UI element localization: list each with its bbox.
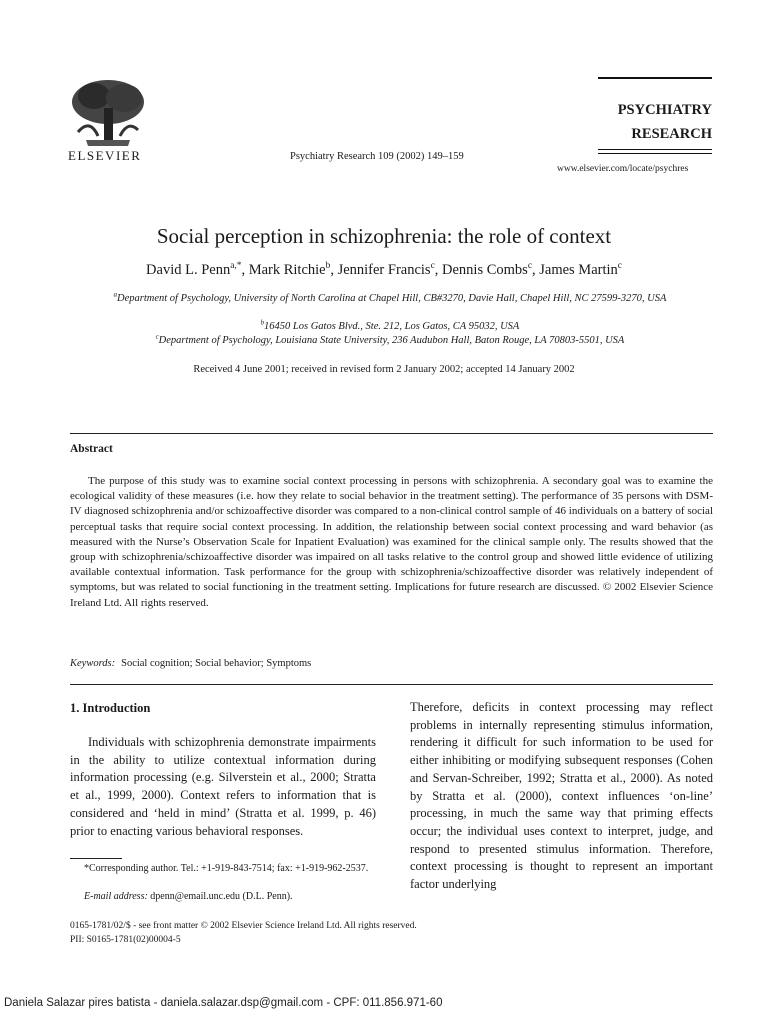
footnote-rule bbox=[70, 858, 122, 859]
journal-title-rules bbox=[598, 149, 712, 157]
affiliation-b: $^b$16450 Los Gatos Blvd., Ste. 212, Los Gatos, CA 95032, USA bbox=[260, 319, 520, 332]
download-watermark: Daniela Salazar pires batista - daniela.salazar.dsp@gmail.com - CPF: 011.856.971-60 bbox=[4, 997, 443, 1009]
abstract-text: The purpose of this study was to examine social context processing in persons with schizophrenia. A secondary goal was to examine the ecological validity of these measures (i.e. how they relate to social behavior in the treatment setting). The performance of 35 persons with DSM-IV diagnosed schizophrenia and/or schizoaffective disorder was compared to a non-clinical control sample of 46 individuals on a battery of social perceptual tasks that require social context processing. In addition, the relationship between social context processing and ward behavior (as measured with the Nurse’s Observation Scale for Inpatient Evaluation) was examined for the clinical sample only. The results showed that the group with schizophrenia/schizoaffective disorder was impaired on all tasks relative to the control group and showed little evidence of utilizing available contextual information. Task performance for the group with schizophrenia/schizoaffective disorder was relatively independent of symptoms, but was related to social functioning in the treatment setting. Implications for future research are discussed. © 2002 Elsevier Science Ireland Ltd. All rights reserved. bbox=[70, 475, 713, 609]
received-dates: Received 4 June 2001; received in revised form 2 January 2002; accepted 14 January 2002 bbox=[193, 364, 575, 375]
author: Dennis Combs$^c$, bbox=[442, 261, 540, 278]
copyright-line: 0165-1781/02/$ - see front matter © 2002 Elsevier Science Ireland Ltd. All rights reserved. bbox=[70, 921, 417, 931]
abstract-heading: Abstract bbox=[70, 443, 113, 455]
author: James Martin$^c$ bbox=[539, 261, 622, 278]
intro-paragraph-right: Therefore, deficits in context processing may reflect problems in internally representing stimulus information, rendering it difficult for such information to be used for either inhibiting or modifying subsequent responses (Cohen and Servan-Schreiber, 1992; Stratta et al., 2000). As noted by Stratta et al. (2000), context influences ‘on-line’ processing, in much the same way that priming effects occur; the individual uses context to interpret, judge, and respond to presented stimulus information. Therefore, context processing is thought to represent an important factor underlying bbox=[410, 700, 713, 892]
corresponding-author-note: *Corresponding author. Tel.: +1-919-843-7514; fax: +1-919-962-2537. bbox=[84, 863, 369, 874]
author-list bbox=[0, 262, 768, 279]
journal-title-line2: RESEARCH bbox=[631, 126, 712, 142]
author: Mark Ritchie$^b$, bbox=[248, 261, 338, 278]
journal-title bbox=[598, 77, 712, 146]
affiliation-c: $^c$Department of Psychology, Louisiana State University, 236 Audubon Hall, Baton Rouge, LA 70803-5501, USA bbox=[155, 333, 625, 346]
divider bbox=[70, 433, 713, 434]
pii-line: PII: S0165-1781(02)00004-5 bbox=[70, 935, 181, 945]
article-title: Social perception in schizophrenia: the role of context bbox=[156, 224, 612, 248]
section-heading-introduction: 1. Introduction bbox=[70, 701, 151, 715]
journal-title-line1: PSYCHIATRY bbox=[617, 102, 712, 118]
keywords-label: Keywords: bbox=[70, 658, 116, 669]
divider bbox=[70, 684, 713, 685]
affiliation-a: $^a$Department of Psychology, University of North Carolina at Chapel Hill, CB#3270, Davie Hall, Chapel Hill, NC 27599-3270, USA bbox=[113, 291, 667, 304]
publisher-name: ELSEVIER bbox=[68, 148, 142, 163]
intro-paragraph-left: Individuals with schizophrenia demonstrate impairments in the ability to utilize contextual information during information processing (e.g. Silverstein et al., 2000; Stratta et al., 1999, 2000). Context refers to information that is considered and ‘held in mind’ (Stratta et al. 1999, p. 46) prior to enacting various behavioral responses. bbox=[70, 735, 376, 838]
author: Jennifer Francis$^c$, bbox=[337, 261, 443, 278]
journal-url[interactable]: www.elsevier.com/locate/psychres bbox=[557, 164, 689, 174]
keywords bbox=[70, 658, 311, 669]
journal-citation: Psychiatry Research 109 (2002) 149–159 bbox=[290, 151, 464, 162]
author: David L. Penn$^{a,*}$, bbox=[146, 261, 249, 278]
email-address[interactable]: dpenn@email.unc.edu (D.L. Penn). bbox=[150, 891, 293, 902]
email-note: E-mail address: dpenn@email.unc.edu (D.L. Penn). bbox=[84, 891, 293, 902]
keywords-value: Social cognition; Social behavior; Symptoms bbox=[121, 658, 312, 669]
